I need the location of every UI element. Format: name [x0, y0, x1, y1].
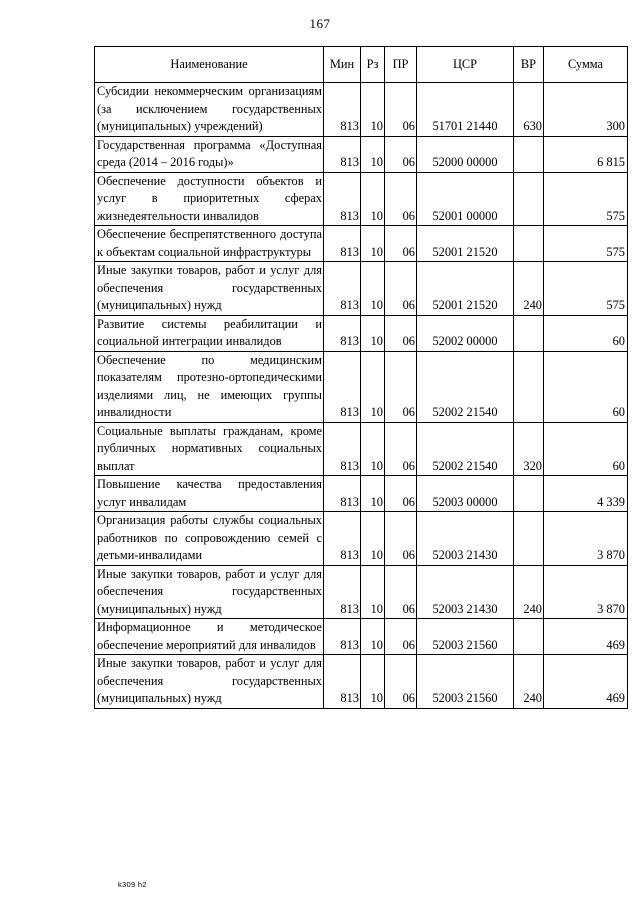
cell-min: 813 [324, 565, 361, 619]
cell-pr: 06 [385, 262, 417, 316]
cell-sum: 4 339 [544, 476, 628, 512]
cell-vr [514, 172, 544, 226]
cell-csr: 52001 21520 [417, 226, 514, 262]
table-row [95, 172, 628, 226]
cell-csr: 52003 21560 [417, 619, 514, 655]
cell-pr: 06 [385, 655, 417, 709]
col-header-sum: Сумма [544, 47, 628, 83]
cell-vr [514, 351, 544, 422]
cell-csr: 52003 21430 [417, 512, 514, 566]
cell-min: 813 [324, 619, 361, 655]
cell-pr: 06 [385, 512, 417, 566]
table-row [95, 351, 628, 422]
table-row [95, 619, 628, 655]
cell-min: 813 [324, 262, 361, 316]
cell-rz: 10 [361, 351, 385, 422]
cell-name: Субсидии некоммерческим организациям (за исключением государственных (муниципальных) учреждений) [95, 83, 324, 137]
cell-name: Иные закупки товаров, работ и услуг для обеспечения государственных (муниципальных) нужд [95, 565, 324, 619]
cell-csr: 52003 00000 [417, 476, 514, 512]
cell-sum: 3 870 [544, 512, 628, 566]
cell-pr: 06 [385, 226, 417, 262]
cell-sum: 3 870 [544, 565, 628, 619]
footer-code: k309 h2 [118, 880, 147, 889]
table-row [95, 83, 628, 137]
cell-csr: 52002 21540 [417, 351, 514, 422]
cell-csr: 52002 21540 [417, 422, 514, 476]
cell-rz: 10 [361, 565, 385, 619]
table-row [95, 512, 628, 566]
col-header-vr: ВР [514, 47, 544, 83]
cell-vr [514, 476, 544, 512]
table-row [95, 422, 628, 476]
cell-csr: 52003 21560 [417, 655, 514, 709]
cell-min: 813 [324, 226, 361, 262]
cell-rz: 10 [361, 172, 385, 226]
cell-name: Организация работы службы социальных работников по сопровождению семей с детьми-инвалидами [95, 512, 324, 566]
cell-vr [514, 136, 544, 172]
table-header-row [95, 47, 628, 83]
table-row [95, 655, 628, 709]
cell-min: 813 [324, 172, 361, 226]
table-row [95, 262, 628, 316]
cell-sum: 575 [544, 172, 628, 226]
cell-min: 813 [324, 351, 361, 422]
cell-pr: 06 [385, 83, 417, 137]
col-header-csr: ЦСР [417, 47, 514, 83]
table-row [95, 315, 628, 351]
cell-vr [514, 226, 544, 262]
budget-table [94, 46, 628, 709]
page-number: 167 [309, 16, 331, 31]
cell-min: 813 [324, 422, 361, 476]
col-header-name: Наименование [95, 47, 324, 83]
cell-rz: 10 [361, 476, 385, 512]
cell-sum: 575 [544, 262, 628, 316]
cell-min: 813 [324, 136, 361, 172]
cell-name: Государственная программа «Доступная среда (2014 – 2016 годы)» [95, 136, 324, 172]
cell-sum: 60 [544, 315, 628, 351]
cell-pr: 06 [385, 422, 417, 476]
cell-rz: 10 [361, 136, 385, 172]
cell-pr: 06 [385, 172, 417, 226]
cell-name: Обеспечение по медицинским показателям протезно-ортопедическими изделиями лиц, не имеющих группы инвалидности [95, 351, 324, 422]
cell-min: 813 [324, 655, 361, 709]
cell-rz: 10 [361, 619, 385, 655]
cell-sum: 469 [544, 619, 628, 655]
cell-sum: 575 [544, 226, 628, 262]
cell-sum: 60 [544, 351, 628, 422]
col-header-rz: Рз [361, 47, 385, 83]
cell-rz: 10 [361, 315, 385, 351]
table-row [95, 476, 628, 512]
cell-pr: 06 [385, 351, 417, 422]
cell-name: Обеспечение доступности объектов и услуг в приоритетных сферах жизнедеятельности инвалидов [95, 172, 324, 226]
cell-sum: 469 [544, 655, 628, 709]
cell-min: 813 [324, 83, 361, 137]
cell-vr: 240 [514, 565, 544, 619]
cell-name: Иные закупки товаров, работ и услуг для обеспечения государственных (муниципальных) нужд [95, 262, 324, 316]
cell-csr: 52000 00000 [417, 136, 514, 172]
cell-pr: 06 [385, 315, 417, 351]
cell-csr: 52002 00000 [417, 315, 514, 351]
table-row [95, 565, 628, 619]
cell-rz: 10 [361, 512, 385, 566]
cell-rz: 10 [361, 422, 385, 476]
table-row [95, 136, 628, 172]
cell-rz: 10 [361, 83, 385, 137]
cell-name: Иные закупки товаров, работ и услуг для обеспечения государственных (муниципальных) нужд [95, 655, 324, 709]
col-header-min: Мин [324, 47, 361, 83]
cell-vr [514, 619, 544, 655]
cell-pr: 06 [385, 136, 417, 172]
cell-pr: 06 [385, 619, 417, 655]
col-header-pr: ПР [385, 47, 417, 83]
cell-sum: 60 [544, 422, 628, 476]
cell-name: Обеспечение беспрепятственного доступа к объектам социальной инфраструктуры [95, 226, 324, 262]
cell-csr: 52003 21430 [417, 565, 514, 619]
cell-name: Социальные выплаты гражданам, кроме публичных нормативных социальных выплат [95, 422, 324, 476]
cell-pr: 06 [385, 476, 417, 512]
cell-min: 813 [324, 512, 361, 566]
cell-rz: 10 [361, 655, 385, 709]
cell-sum: 300 [544, 83, 628, 137]
cell-vr: 240 [514, 262, 544, 316]
cell-csr: 52001 21520 [417, 262, 514, 316]
cell-csr: 52001 00000 [417, 172, 514, 226]
cell-rz: 10 [361, 226, 385, 262]
cell-vr: 630 [514, 83, 544, 137]
cell-min: 813 [324, 476, 361, 512]
cell-pr: 06 [385, 565, 417, 619]
cell-csr: 51701 21440 [417, 83, 514, 137]
cell-sum: 6 815 [544, 136, 628, 172]
cell-vr: 320 [514, 422, 544, 476]
cell-name: Развитие системы реабилитации и социальной интеграции инвалидов [95, 315, 324, 351]
cell-rz: 10 [361, 262, 385, 316]
cell-vr: 240 [514, 655, 544, 709]
cell-vr [514, 512, 544, 566]
cell-vr [514, 315, 544, 351]
cell-name: Информационное и методическое обеспечение мероприятий для инвалидов [95, 619, 324, 655]
table-row [95, 226, 628, 262]
cell-min: 813 [324, 315, 361, 351]
cell-name: Повышение качества предоставления услуг инвалидам [95, 476, 324, 512]
